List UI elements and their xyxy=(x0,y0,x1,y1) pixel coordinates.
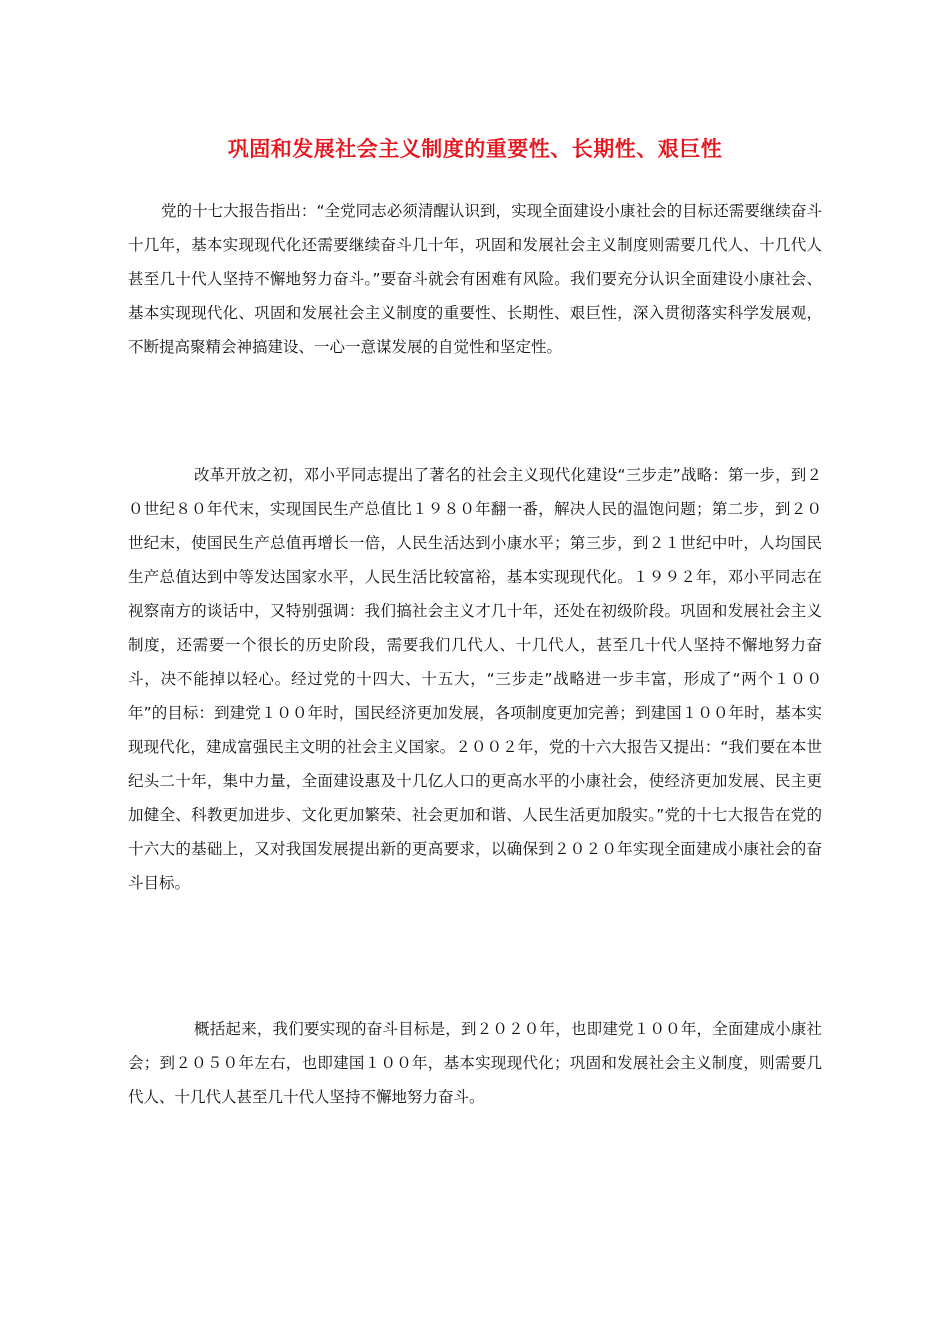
paragraph-3: 概括起来，我们要实现的奋斗目标是，到２０２０年，也即建党１００年，全面建成小康社会；到２０５０年左右，也即建国１００年，基本实现现代化；巩固和发展社会主义制度，则需要几代人、十几代人甚至几十代人坚持不懈地努力奋斗。 xyxy=(128,1020,822,1106)
paragraph-1: 党的十七大报告指出：“全党同志必须清醒认识到，实现全面建设小康社会的目标还需要继续奋斗十几年，基本实现现代化还需要继续奋斗几十年，巩固和发展社会主义制度则需要几代人、十几代人甚至几十代人坚持不懈地努力奋斗。”要奋斗就会有困难有风险。我们要充分认识全面建设小康社会、基本实现现代化、巩固和发展社会主义制度的重要性、长期性、艰巨性，深入贯彻落实科学发展观，不断提高聚精会神搞建设、一心一意谋发展的自觉性和坚定性。 xyxy=(128,202,822,356)
paragraph-2: 改革开放之初，邓小平同志提出了著名的社会主义现代化建设“三步走”战略：第一步，到２０世纪８０年代末，实现国民生产总值比１９８０年翻一番，解决人民的温饱问题；第二步，到２０世纪末，使国民生产总值再增长一倍，人民生活达到小康水平；第三步，到２１世纪中叶，人均国民生产总值达到中等发达国家水平，人民生活比较富裕，基本实现现代化。１９９２年，邓小平同志在视察南方的谈话中，又特别强调：我们搞社会主义才几十年，还处在初级阶段。巩固和发展社会主义制度，还需要一个很长的历史阶段，需要我们几代人、十几代人，甚至几十代人坚持不懈地努力奋斗，决不能掉以轻心。经过党的十四大、十五大，“三步走”战略进一步丰富，形成了“两个１００年”的目标：到建党１００年时，国民经济更加发展，各项制度更加完善；到建国１００年时，基本实现现代化，建成富强民主文明的社会主义国家。２００２年，党的十六大报告又提出：“我们要在本世纪头二十年，集中力量，全面建设惠及十几亿人口的更高水平的小康社会，使经济更加发展、民主更加健全、科教更加进步、文化更加繁荣、社会更加和谐、人民生活更加殷实。”党的十七大报告在党的十六大的基础上，又对我国发展提出新的更高要求，以确保到２０２０年实现全面建成小康社会的奋斗目标。 xyxy=(128,466,822,892)
document-title: 巩固和发展社会主义制度的重要性、长期性、艰巨性 xyxy=(227,137,723,162)
